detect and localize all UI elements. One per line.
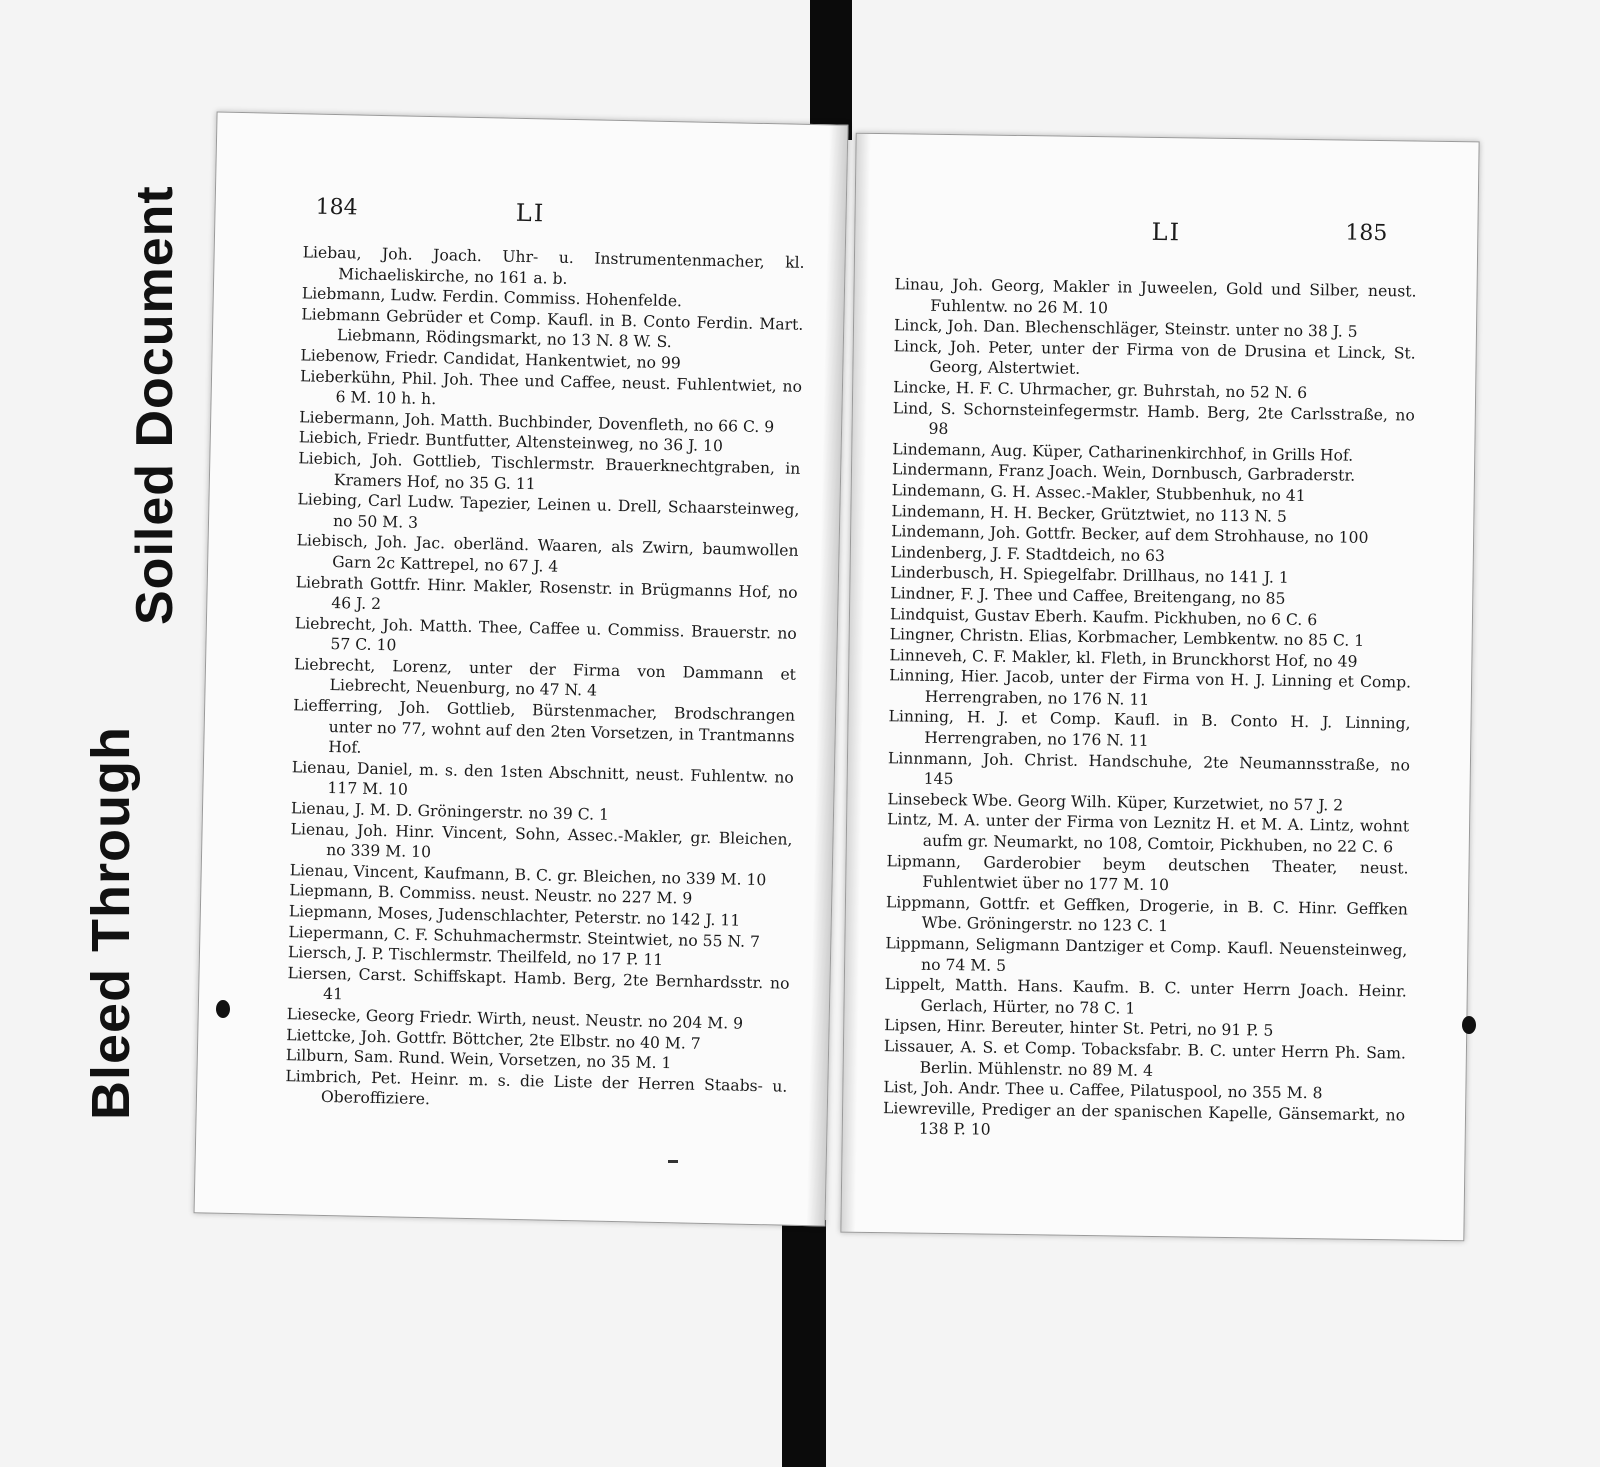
directory-entry: Liersch, J. P. Tischlermstr. Theilfeld, no 17 P. 11 bbox=[287, 943, 664, 970]
directory-entry: Liesecke, Georg Friedr. Wirth, neust. Neustr. no 204 M. 9 bbox=[286, 1005, 744, 1033]
directory-entry: Lintz, M. A. unter der Firma von Leznitz H. et M. A. Lintz, wohnt aufm gr. Neumarkt, no 108, Comtoir, Pickhuben, no 22 C. 6 bbox=[886, 810, 1410, 857]
directory-entry: Linau, Joh. Georg, Makler in Juweelen, Gold und Silber, neust. Fuhlentw. no 26 M. 10 bbox=[894, 275, 1417, 317]
directory-entry: Liebmann, Ludw. Ferdin. Commiss. Hohenfelde. bbox=[301, 284, 683, 311]
directory-entry: Lind, S. Schornsteinfegermstr. Hamb. Berg, 2te Carlsstraße, no 98 bbox=[892, 398, 1415, 439]
directory-entry: Lindner, F. J. Thee und Caffee, Breitengang, no 85 bbox=[890, 584, 1286, 608]
page-header bbox=[215, 193, 845, 236]
directory-entry: Lindquist, Gustav Eberh. Kaufm. Pickhuben, no 6 C. 6 bbox=[889, 604, 1318, 629]
ink-mark bbox=[668, 1160, 678, 1163]
document-condition-notice bbox=[30, 120, 184, 1130]
punch-hole bbox=[1462, 1016, 1476, 1034]
directory-entry: Lippmann, Seligmann Dantziger et Comp. Kaufl. Neuensteinweg, no 74 M. 5 bbox=[885, 934, 1408, 975]
punch-hole bbox=[216, 1000, 230, 1018]
directory-entry: Lipsen, Hinr. Bereuter, hinter St. Petri, no 91 P. 5 bbox=[884, 1016, 1274, 1040]
directory-entry: List, Joh. Andr. Thee u. Caffee, Pilatuspool, no 355 M. 8 bbox=[883, 1078, 1323, 1103]
directory-entry: Linneveh, C. F. Makler, kl. Fleth, in Brunckhorst Hof, no 49 bbox=[889, 645, 1358, 671]
directory-entry: Liebich, Friedr. Buntfutter, Altensteinweg, no 36 J. 10 bbox=[298, 428, 724, 456]
directory-entry: Liettcke, Joh. Gottfr. Böttcher, 2te Elbstr. no 40 M. 7 bbox=[286, 1025, 701, 1053]
directory-entry: Lippelt, Matth. Hans. Kaufm. B. C. unter Herrn Joach. Heinr. Gerlach, Hürter, no 78 C. 1 bbox=[884, 975, 1407, 1018]
page-number: 185 bbox=[1345, 220, 1388, 247]
directory-entry: Liebich, Joh. Gottlieb, Tischlermstr. Brauerknechtgraben, in Kramers Hof, no 35 G. 11 bbox=[298, 449, 801, 493]
directory-entry: Lindemann, Aug. Küper, Catharinenkirchhof, in Grills Hof. bbox=[892, 439, 1354, 465]
directory-entries bbox=[285, 242, 805, 1117]
directory-entry: Lipmann, Garderobier beym deutschen Theater, neust. Fuhlentwiet über no 177 M. 10 bbox=[886, 851, 1409, 895]
directory-entry: Liebisch, Joh. Jac. oberländ. Waaren, als Zwirn, baumwollen Garn 2c Kattrepel, no 67 J. 4 bbox=[296, 531, 799, 576]
directory-entry: Liefferring, Joh. Gottlieb, Bürstenmacher, Brodschrangen unter no 77, wohnt auf den 2ten Vorsetzen, in Trantmanns Hof. bbox=[293, 696, 796, 757]
directory-entry: Lippmann, Gottfr. et Geffken, Drogerie, in B. C. Hinr. Geffken Wbe. Gröningerstr. no 123 C. 1 bbox=[885, 893, 1409, 936]
directory-entry: Liebing, Carl Ludw. Tapezier, Leinen u. Drell, Schaarsteinweg, no 50 M. 3 bbox=[297, 490, 800, 532]
directory-entry: Liersen, Carst. Schiffskapt. Hamb. Berg, 2te Bernhardsstr. no 41 bbox=[287, 963, 790, 1004]
directory-entry: Lindermann, Franz Joach. Wein, Dornbusch, Garbraderstr. bbox=[891, 460, 1356, 486]
directory-entry: Limbrich, Pet. Heinr. m. s. die Liste der Herren Staabs- u. Oberoffiziere. bbox=[285, 1066, 788, 1109]
notice-soiled-document: Soiled Document bbox=[126, 185, 184, 625]
page-header bbox=[855, 214, 1477, 253]
directory-entry: Liebenow, Friedr. Candidat, Hankentwiet, no 99 bbox=[300, 346, 681, 373]
directory-entry: Lienau, J. M. D. Gröningerstr. no 39 C. 1 bbox=[290, 799, 610, 824]
page-number: 184 bbox=[315, 194, 358, 221]
directory-entry: Lindemann, Joh. Gottfr. Becker, auf dem Strohhause, no 100 bbox=[891, 522, 1369, 548]
directory-entry: Lieberkühn, Phil. Joh. Thee und Caffee, neust. Fuhlentwiet, no 6 M. 10 h. h. bbox=[299, 366, 803, 409]
directory-entry: Liebermann, Joh. Matth. Buchbinder, Dovenfleth, no 66 C. 9 bbox=[299, 408, 775, 436]
directory-entry: Lilburn, Sam. Rund. Wein, Vorsetzen, no 35 M. 1 bbox=[285, 1046, 672, 1073]
binding-strip-top bbox=[810, 0, 852, 140]
directory-entry: Liebrath Gottfr. Hinr. Makler, Rosenstr. in Brügmanns Hof, no 46 J. 2 bbox=[295, 572, 798, 614]
directory-entry: Lienau, Vincent, Kaufmann, B. C. gr. Bleichen, no 339 M. 10 bbox=[289, 861, 767, 889]
directory-entry: Liebrecht, Joh. Matth. Thee, Caffee u. Commiss. Brauerstr. no 57 C. 10 bbox=[294, 613, 797, 655]
directory-entry: Linck, Joh. Peter, unter der Firma von de Drusina et Linck, St. Georg, Alstertwiet. bbox=[893, 337, 1416, 379]
directory-entry: Linck, Joh. Dan. Blechenschläger, Steinstr. unter no 38 J. 5 bbox=[893, 316, 1358, 341]
directory-entry: Lienau, Daniel, m. s. den 1sten Abschnitt, neust. Fuhlentw. no 117 M. 10 bbox=[291, 758, 794, 800]
directory-entry: Lincke, H. F. C. Uhrmacher, gr. Buhrstah, no 52 N. 6 bbox=[893, 378, 1308, 402]
directory-entry: Liewreville, Prediger an der spanischen Kapelle, Gänsemarkt, no 138 P. 10 bbox=[882, 1098, 1406, 1140]
binding-strip-bottom bbox=[782, 1220, 826, 1467]
directory-entry: Lienau, Joh. Hinr. Vincent, Sohn, Assec.-Makler, gr. Bleichen, no 339 M. 10 bbox=[290, 819, 793, 862]
directory-entry: Lindemann, H. H. Becker, Grütztwiet, no 113 N. 5 bbox=[891, 501, 1288, 526]
directory-entry: Liepmann, B. Commiss. neust. Neustr. no 227 M. 9 bbox=[289, 881, 693, 909]
running-head: LI bbox=[1151, 217, 1182, 247]
directory-entry: Liebau, Joh. Joach. Uhr- u. Instrumentenmacher, kl. Michaeliskirche, no 161 a. b. bbox=[302, 243, 805, 288]
directory-entry: Liepermann, C. F. Schuhmachermstr. Steintwiet, no 55 N. 7 bbox=[288, 922, 761, 951]
directory-entry: Linning, H. J. et Comp. Kaufl. in B. Conto H. J. Linning, Herrengraben, no 176 N. 11 bbox=[888, 707, 1411, 750]
directory-entry: Linnmann, Joh. Christ. Handschuhe, 2te Neumannsstraße, no 145 bbox=[887, 748, 1411, 789]
directory-entry: Liebmann Gebrüder et Comp. Kaufl. in B. Conto Ferdin. Mart. Liebmann, Rödingsmarkt, no 13 N. 8 W. S. bbox=[301, 305, 804, 352]
directory-entry: Linsebeck Wbe. Georg Wilh. Küper, Kurzetwiet, no 57 J. 2 bbox=[887, 790, 1344, 815]
left-page bbox=[194, 112, 849, 1227]
directory-entries bbox=[883, 274, 1417, 1146]
directory-entry: Lissauer, A. S. et Comp. Tobacksfabr. B. C. unter Herrn Ph. Sam. Berlin. Mühlenstr. no 89 M. 4 bbox=[883, 1037, 1407, 1080]
notice-bleed-through: Bleed Through bbox=[81, 726, 141, 1120]
directory-entry: Liebrecht, Lorenz, unter der Firma von Dammann et Liebrecht, Neuenburg, no 47 N. 4 bbox=[293, 655, 797, 701]
directory-entry: Lindemann, G. H. Assec.-Makler, Stubbenhuk, no 41 bbox=[891, 481, 1306, 505]
directory-entry: Linderbusch, H. Spiegelfabr. Drillhaus, no 141 J. 1 bbox=[890, 563, 1289, 588]
directory-entry: Lindenberg, J. F. Stadtdeich, no 63 bbox=[890, 542, 1166, 565]
right-page bbox=[840, 133, 1479, 1242]
running-head: LI bbox=[515, 198, 546, 228]
directory-entry: Lingner, Christn. Elias, Korbmacher, Lembkentw. no 85 C. 1 bbox=[889, 625, 1365, 650]
directory-entry: Liepmann, Moses, Judenschlachter, Peterstr. no 142 J. 11 bbox=[288, 902, 741, 930]
directory-entry: Linning, Hier. Jacob, unter der Firma von H. J. Linning et Comp. Herrengraben, no 176 N. 11 bbox=[889, 666, 1412, 709]
